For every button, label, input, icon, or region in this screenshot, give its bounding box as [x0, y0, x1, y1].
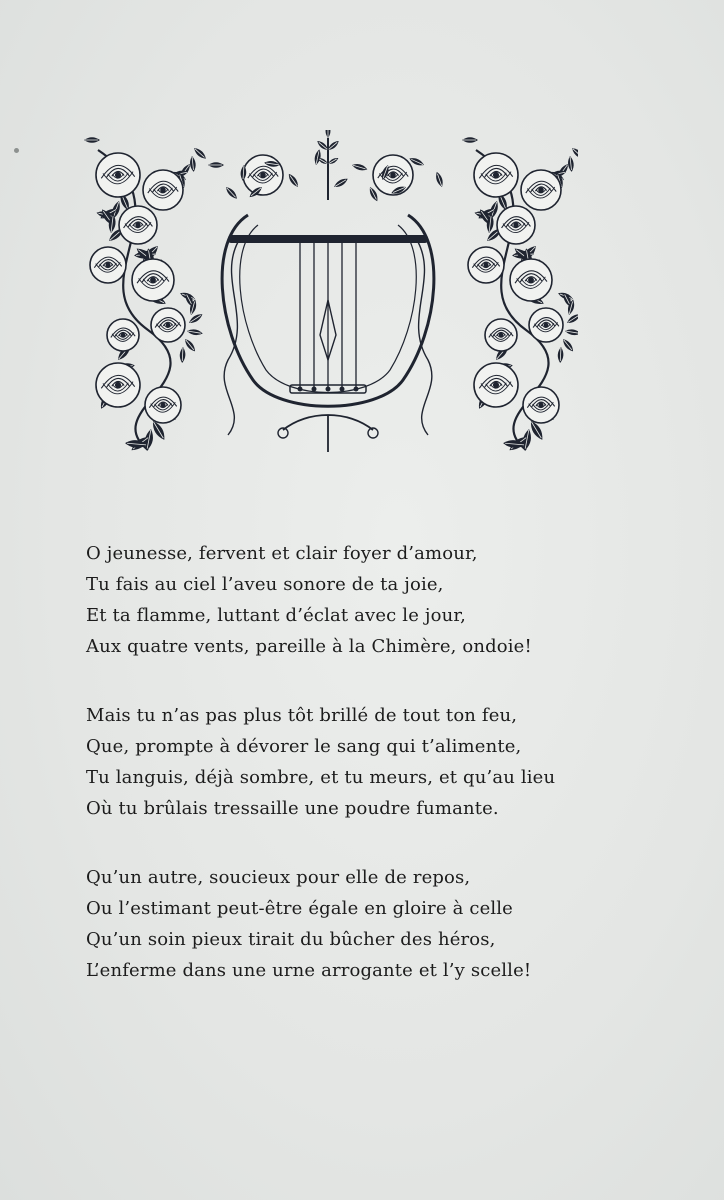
- poem: [86, 538, 686, 1024]
- verse-line: O jeunesse, fervent et clair foyer d’amour,: [86, 543, 478, 564]
- verse-line: L’enferme dans une urne arrogante et l’y scelle!: [86, 960, 532, 981]
- verse-line: Qu’un autre, soucieux pour elle de repos,: [86, 867, 471, 888]
- verse-line: Tu fais au ciel l’aveu sonore de ta joie,: [86, 574, 444, 595]
- verse-line: Que, prompte à dévorer le sang qui t’alimente,: [86, 736, 522, 757]
- verse-line: Et ta flamme, luttant d’éclat avec le jour,: [86, 605, 466, 626]
- verse-line: Tu languis, déjà sombre, et tu meurs, et qu’au lieu: [86, 767, 556, 788]
- lyre-with-roses-icon: [78, 130, 578, 460]
- stanza-3: [86, 862, 686, 986]
- verse-line: Ou l’estimant peut-être égale en gloire à celle: [86, 898, 513, 919]
- lyre-rose-ornament: [78, 130, 578, 460]
- verse-line: Mais tu n’as pas plus tôt brillé de tout ton feu,: [86, 705, 518, 726]
- verse-line: Aux quatre vents, pareille à la Chimère, ondoie!: [86, 636, 532, 657]
- stanza-1: [86, 538, 686, 662]
- verse-line: Où tu brûlais tressaille une poudre fumante.: [86, 798, 499, 819]
- paper-speck: [14, 148, 19, 153]
- verse-line: Qu’un soin pieux tirait du bûcher des héros,: [86, 929, 496, 950]
- stanza-2: [86, 700, 686, 824]
